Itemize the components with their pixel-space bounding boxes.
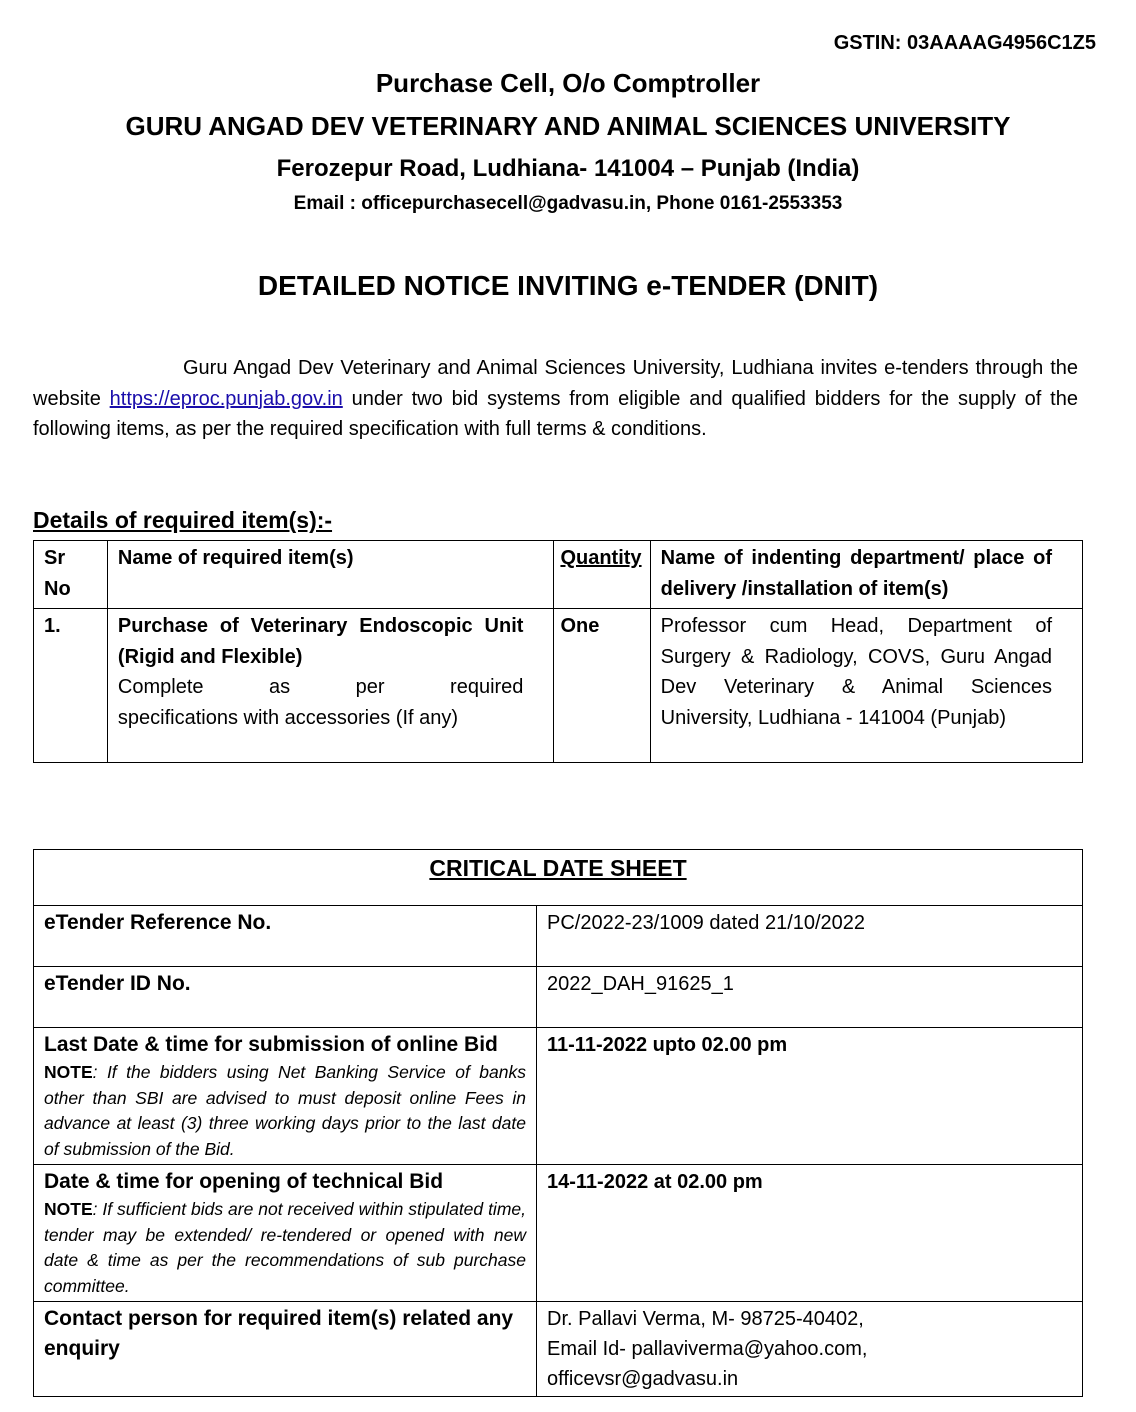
contact-name-phone: Dr. Pallavi Verma, M- 98725-40402, — [547, 1308, 864, 1330]
row-quantity: One — [554, 609, 650, 763]
notice-title: DETAILED NOTICE INVITING e-TENDER (DNIT) — [257, 270, 879, 301]
ref-label: eTender Reference No. — [34, 906, 537, 967]
opening-note: NOTE: If sufficient bids are not received within stipulated time, tender may be extended/ re-tendered or opened with new date & time as per the recommendations of sub purchase committee. — [44, 1199, 526, 1296]
submission-label-cell — [34, 1028, 537, 1165]
header-quantity: Quantity — [554, 541, 650, 609]
contact-value — [537, 1302, 1083, 1397]
submission-value: 11-11-2022 upto 02.00 pm — [537, 1028, 1083, 1165]
contact-office-email: officevsr@gadvasu.in — [547, 1368, 739, 1390]
submission-note: NOTE: If the bidders using Net Banking Service of banks other than SBI are advised to must deposit online Fees in advance at least (3) three working days prior to the last date of submission of the Bid. — [44, 1062, 526, 1159]
submission-label: Last Date & time for submission of online Bid — [44, 1033, 498, 1056]
ref-value: PC/2022-23/1009 dated 21/10/2022 — [537, 906, 1083, 967]
table-row — [34, 1302, 1083, 1397]
table-row — [34, 906, 1083, 967]
items-table-header-row — [34, 541, 1083, 609]
table-row — [34, 967, 1083, 1028]
contact-email: Email Id- pallaviverma@yahoo.com, — [547, 1338, 868, 1360]
contact-line: Email : officepurchasecell@gadvasu.in, Phone 0161-2553353 — [293, 193, 843, 214]
details-heading: Details of required item(s):- — [33, 507, 333, 533]
items-table — [33, 540, 1083, 763]
intro-text-2: under two bid systems from eligible and qualified bidders for the supply of the following items, as per the required specification with full terms & conditions. — [33, 387, 1078, 440]
gstin-number: GSTIN: 03AAAAG4956C1Z5 — [833, 32, 1096, 54]
row-sr-no: 1. — [34, 609, 108, 763]
cds-title-row — [34, 850, 1083, 906]
table-row — [34, 1028, 1083, 1165]
table-row — [34, 609, 1083, 763]
university-name: GURU ANGAD DEV VETERINARY AND ANIMAL SCIENCES UNIVERSITY — [125, 111, 1011, 141]
intro-paragraph — [33, 353, 1078, 445]
id-value: 2022_DAH_91625_1 — [537, 967, 1083, 1028]
eproc-link[interactable]: https://eproc.punjab.gov.in — [109, 387, 343, 410]
office-name: Purchase Cell, O/o Comptroller — [375, 68, 761, 98]
university-address: Ferozepur Road, Ludhiana- 141004 – Punjab (India) — [276, 155, 860, 182]
item-title: Purchase of Veterinary Endoscopic Unit (Rigid and Flexible) — [117, 615, 524, 668]
id-label: eTender ID No. — [34, 967, 537, 1028]
item-description-line-2: specifications with accessories (If any) — [117, 706, 459, 729]
row-item-name — [107, 609, 554, 763]
header-department: Name of indenting department/ place of delivery /installation of item(s) — [650, 541, 1082, 609]
critical-date-sheet — [33, 849, 1083, 1397]
header-sr-no: Sr No — [34, 541, 108, 609]
header-item-name: Name of required item(s) — [107, 541, 554, 609]
row-department: Professor cum Head, Department of Surgery & Radiology, COVS, Guru Angad Dev Veterinary & Animal Sciences University, Ludhiana - 141004 (Punjab) — [650, 609, 1082, 763]
cds-title: CRITICAL DATE SHEET — [34, 850, 1083, 906]
contact-label: Contact person for required item(s) related any enquiry — [34, 1302, 537, 1397]
intro-text-1: Guru Angad Dev Veterinary and Animal Sciences University, Ludhiana invites e-tenders through the website — [33, 357, 1078, 410]
opening-label: Date & time for opening of technical Bid — [44, 1170, 444, 1193]
item-description-line-1: Complete as per required — [117, 676, 524, 698]
table-row — [34, 1165, 1083, 1302]
opening-value: 14-11-2022 at 02.00 pm — [537, 1165, 1083, 1302]
opening-label-cell — [34, 1165, 537, 1302]
